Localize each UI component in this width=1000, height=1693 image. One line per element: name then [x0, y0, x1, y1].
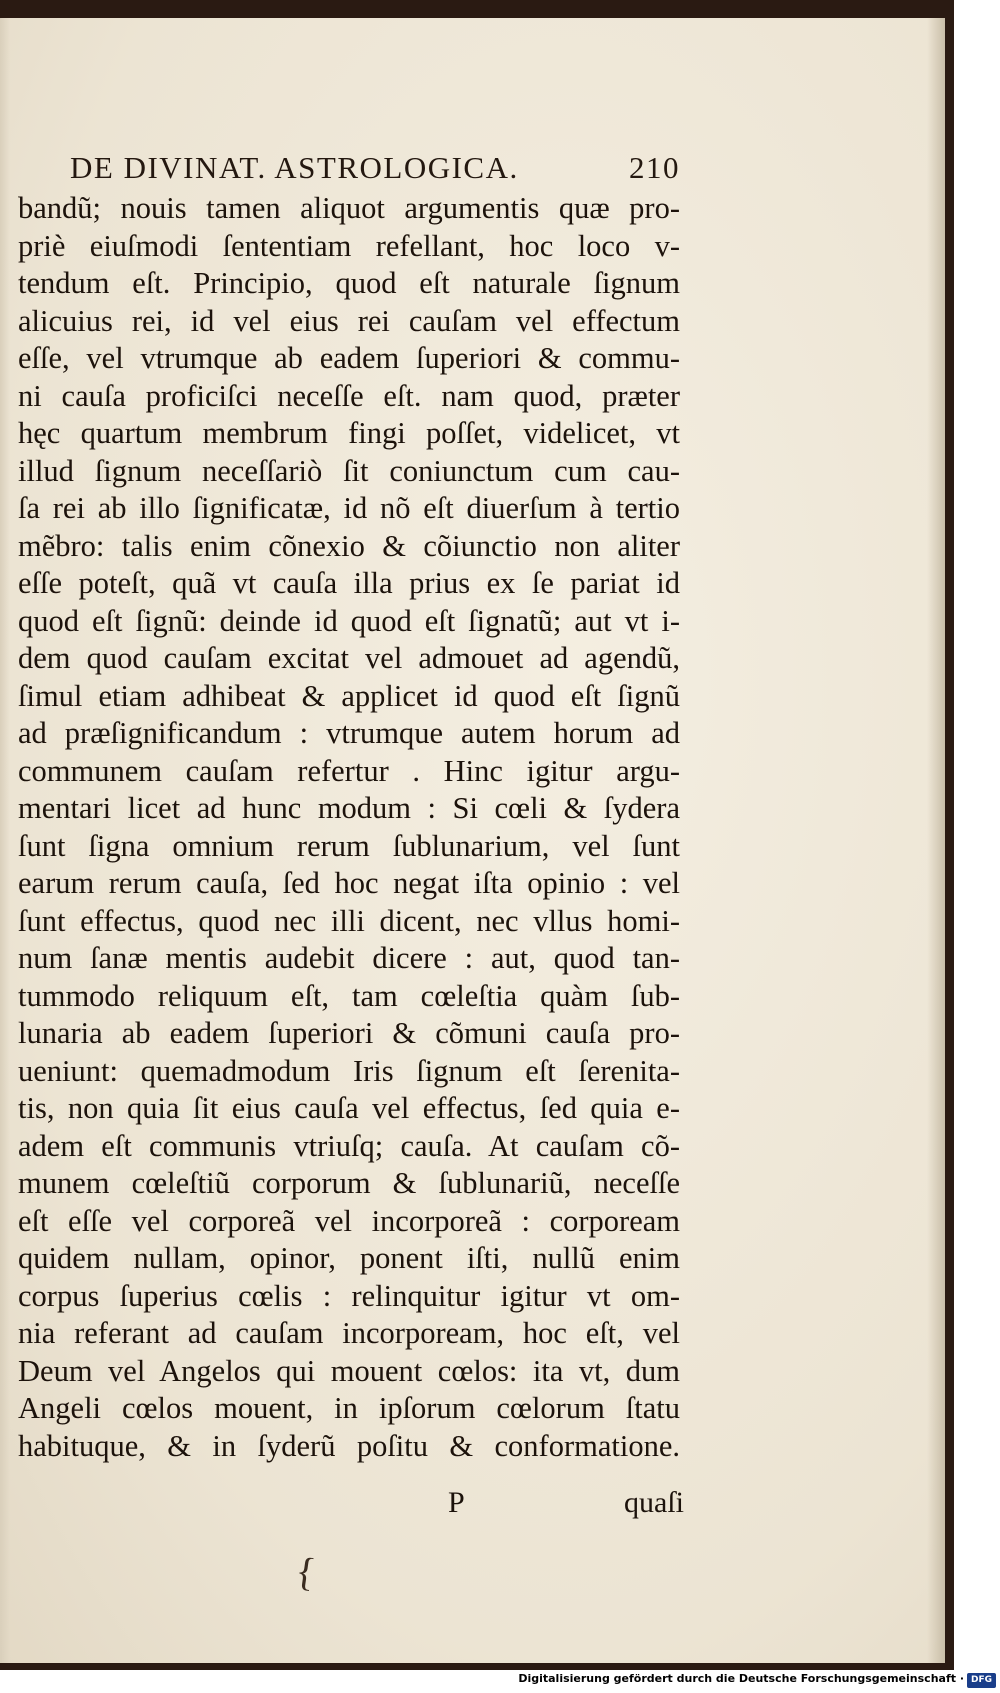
- text-line: ni cauſa proficiſci neceſſe eſt. nam quod, præter: [18, 378, 680, 413]
- text-line: lunaria ab eadem ſuperiori & cõmuni cauſa pro-: [18, 1016, 680, 1050]
- dfg-logo: DFG: [967, 1673, 996, 1688]
- text-line: ſimul etiam adhibeat & applicet id quod eſt ſignũ: [18, 678, 680, 713]
- text-line: adem eſt communis vtriuſq; cauſa. At cauſam cõ-: [18, 1128, 680, 1163]
- text-line: corpus ſuperius cœlis : relinquitur igitur vt om-: [18, 1278, 680, 1313]
- text-line: ueniunt: quemadmodum Iris ſignum eſt ſerenita-: [18, 1053, 680, 1088]
- text-line: ſa rei ab illo ſignificatæ, id nõ eſt diuerſum à tertio: [18, 491, 680, 525]
- text-line: illud ſignum neceſſariò ſit coniunctum cum cau-: [18, 453, 680, 488]
- text-line: priè eiuſmodi ſententiam refellant, hoc loco v-: [18, 228, 680, 263]
- text-line: eſſe, vel vtrumque ab eadem ſuperiori & commu-: [18, 341, 680, 375]
- text-line: eſſe poteſt, quã vt cauſa illa prius ex ſe pariat id: [18, 566, 680, 600]
- text-line: mẽbro: talis enim cõnexio & cõiunctio non aliter: [18, 528, 680, 563]
- text-line: tis, non quia ſit eius cauſa vel effectus, ſed quia e-: [18, 1091, 680, 1125]
- text-line: nia referant ad cauſam incorpoream, hoc eſt, vel: [18, 1316, 680, 1350]
- text-line: bandũ; nouis tamen aliquot argumentis quæ pro-: [18, 191, 680, 225]
- funding-credit: Digitalisierung gefördert durch die Deutsche Forschungsgemeinschaft ·: [518, 1672, 964, 1685]
- text-line: quidem nullam, opinor, ponent iſti, nullũ enim: [18, 1241, 680, 1275]
- page-header: [70, 138, 680, 188]
- page-foot: [448, 1486, 684, 1526]
- text-line: ſunt effectus, quod nec illi dicent, nec vllus homi-: [18, 903, 680, 938]
- text-line: hęc quartum membrum fingi poſſet, videlicet, vt: [18, 416, 680, 450]
- text-line: Angeli cœlos mouent, in ipſorum cœlorum ſtatu: [18, 1391, 680, 1425]
- running-title: DE DIVINAT. ASTROLOGICA.: [70, 150, 519, 185]
- text-line: tendum eſt. Principio, quod eſt naturale ſignum: [18, 266, 680, 300]
- signature-mark: P: [448, 1486, 465, 1519]
- text-line: Deum vel Angelos qui mouent cœlos: ita vt, dum: [18, 1353, 680, 1388]
- text-line: munem cœleſtiũ corporum & ſublunariũ, neceſſe: [18, 1166, 680, 1200]
- text-line: eſt eſſe vel corporeã vel incorporeã : corpoream: [18, 1203, 680, 1238]
- text-line: habituque, & in ſyderũ poſitu & conformatione.: [18, 1428, 680, 1463]
- text-line: alicuius rei, id vel eius rei cauſam vel effectum: [18, 303, 680, 338]
- page-number: 210: [629, 150, 680, 185]
- digitization-footer: [0, 1670, 1000, 1693]
- catchword: quaſi: [624, 1486, 684, 1519]
- text-line: communem cauſam refertur . Hinc igitur argu-: [18, 753, 680, 788]
- text-line: num ſanæ mentis audebit dicere : aut, quod tan-: [18, 941, 680, 975]
- text-line: dem quod cauſam excitat vel admouet ad agendũ,: [18, 641, 680, 675]
- text-line: earum rerum cauſa, ſed hoc negat iſta opinio : vel: [18, 866, 680, 900]
- body-text: [18, 190, 680, 1465]
- text-line: quod eſt ſignũ: deinde id quod eſt ſignatũ; aut vt i-: [18, 603, 680, 638]
- page-gutter-shadow: [0, 18, 10, 1663]
- margin-ink-mark: {: [292, 1547, 319, 1596]
- text-line: tummodo reliquum eſt, tam cœleſtia quàm ſub-: [18, 978, 680, 1013]
- text-line: ad præſignificandum : vtrumque autem horum ad: [18, 716, 680, 750]
- text-line: mentari licet ad hunc modum : Si cœli & ſydera: [18, 791, 680, 825]
- page-edge-shadow: [927, 18, 945, 1663]
- text-line: ſunt ſigna omnium rerum ſublunarium, vel ſunt: [18, 828, 680, 863]
- book-page: [0, 18, 945, 1663]
